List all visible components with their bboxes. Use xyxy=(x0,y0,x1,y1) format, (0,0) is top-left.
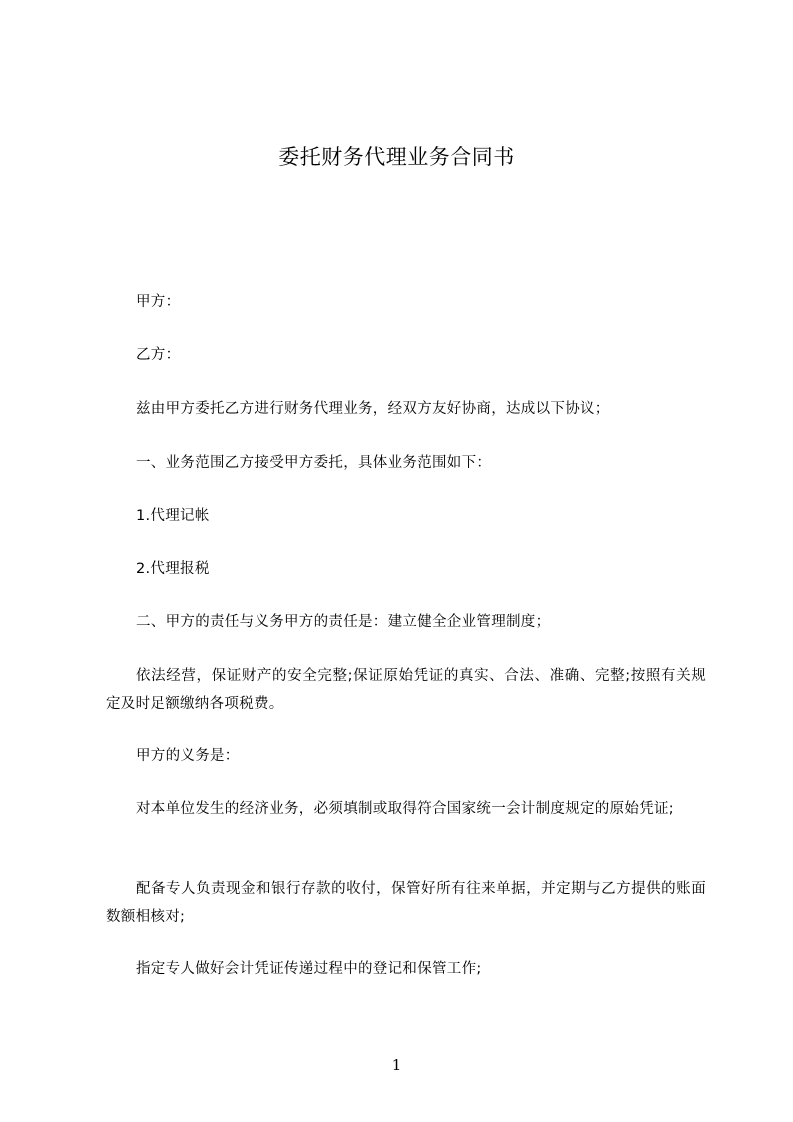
section-2-heading: 二、甲方的责任与义务甲方的责任是：建立健全企业管理制度； xyxy=(136,614,551,630)
obligation-voucher-custody: 指定专人做好会计凭证传递过程中的登记和保管工作; xyxy=(136,961,482,977)
obligation-original-vouchers: 对本单位发生的经济业务，必须填制或取得符合国家统一会计制度规定的原始凭证; xyxy=(136,801,674,817)
section-1-heading: 一、业务范围乙方接受甲方委托，具体业务范围如下： xyxy=(136,455,492,471)
preamble-paragraph: 兹由甲方委托乙方进行财务代理业务，经双方友好协商，达成以下协议； xyxy=(136,401,610,417)
service-item-tax-filing: 2.代理报税 xyxy=(136,561,210,577)
service-item-bookkeeping: 1.代理记帐 xyxy=(136,508,210,524)
party-a-line: 甲方： xyxy=(136,294,181,310)
document-title: 委托财务代理业务合同书 xyxy=(278,145,515,169)
party-a-responsibility-paragraph: 依法经营，保证财产的安全完整;保证原始凭证的真实、合法、准确、完整;按照有关规定及时足额缴纳各项税费。 xyxy=(106,668,706,712)
party-b-line: 乙方： xyxy=(136,347,181,363)
party-a-obligations-heading: 甲方的义务是： xyxy=(136,748,240,764)
obligation-cash-management: 配备专人负责现金和银行存款的收付，保管好所有往来单据，并定期与乙方提供的账面数额相核对; xyxy=(106,881,706,925)
page-number: 1 xyxy=(391,1056,402,1074)
